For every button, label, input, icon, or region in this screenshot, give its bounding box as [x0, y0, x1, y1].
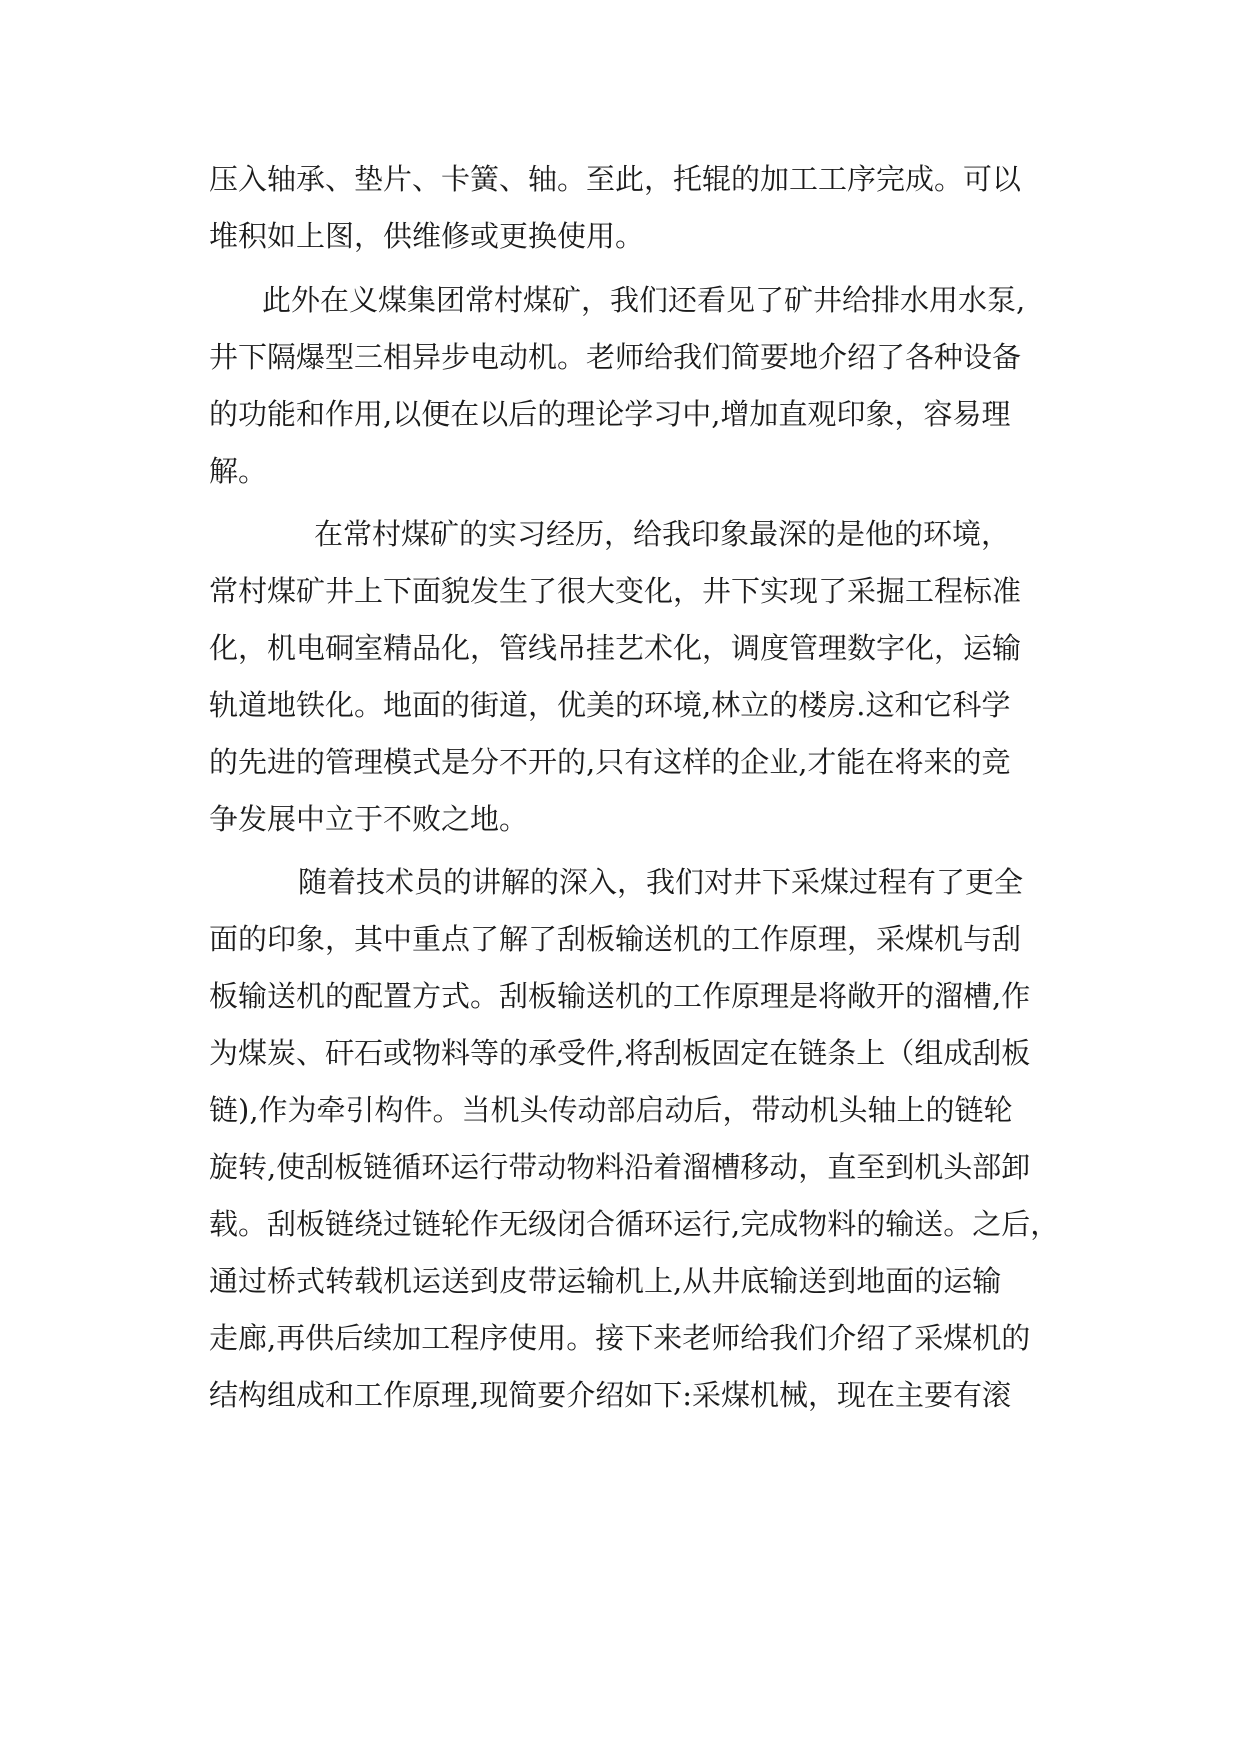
text-line: 的先进的管理模式是分不开的,只有这样的企业,才能在将来的竞 — [209, 745, 1011, 779]
text-line: 随着技术员的讲解的深入，我们对井下采煤过程有了更全 — [298, 865, 1024, 899]
text-line: 化，机电硐室精品化，管线吊挂艺术化，调度管理数字化，运输 — [209, 631, 1022, 665]
text-line: 结构组成和工作原理,现简要介绍如下:采煤机械，现在主要有滚 — [209, 1378, 1011, 1412]
text-line: 旋转,使刮板链循环运行带动物料沿着溜槽移动，直至到机头部卸 — [209, 1150, 1031, 1184]
text-line: 走廊,再供后续加工程序使用。接下来老师给我们介绍了采煤机的 — [209, 1321, 1031, 1355]
text-line: 解。 — [209, 454, 268, 488]
text-line: 通过桥式转载机运送到皮带运输机上,从井底输送到地面的运输 — [209, 1264, 1002, 1298]
text-line: 此外在义煤集团常村煤矿，我们还看见了矿井给排水用水泵, — [262, 283, 1026, 317]
text-line: 面的印象，其中重点了解了刮板输送机的工作原理，采煤机与刮 — [209, 922, 1022, 956]
text-line: 在常村煤矿的实习经历，给我印象最深的是他的环境， — [314, 517, 1011, 551]
text-line: 堆积如上图，供维修或更换使用。 — [209, 219, 645, 253]
text-line: 争发展中立于不败之地。 — [209, 802, 529, 836]
text-line: 为煤炭、矸石或物料等的承受件,将刮板固定在链条上（组成刮板 — [209, 1036, 1031, 1070]
text-line: 板输送机的配置方式。刮板输送机的工作原理是将敞开的溜槽,作 — [209, 979, 1031, 1013]
text-line: 载。刮板链绕过链轮作无级闭合循环运行,完成物料的输送。之后， — [209, 1207, 1060, 1241]
text-line: 的功能和作用,以便在以后的理论学习中,增加直观印象，容易理 — [209, 397, 1011, 431]
text-line: 轨道地铁化。地面的街道，优美的环境,林立的楼房.这和它科学 — [209, 688, 1011, 722]
text-line: 井下隔爆型三相异步电动机。老师给我们简要地介绍了各种设备 — [209, 340, 1022, 374]
text-line: 链),作为牵引构件。当机头传动部启动后，带动机头轴上的链轮 — [209, 1093, 1013, 1127]
text-line: 压入轴承、垫片、卡簧、轴。至此，托辊的加工工序完成。可以 — [209, 162, 1022, 196]
text-line: 常村煤矿井上下面貌发生了很大变化，井下实现了采掘工程标准 — [209, 574, 1022, 608]
